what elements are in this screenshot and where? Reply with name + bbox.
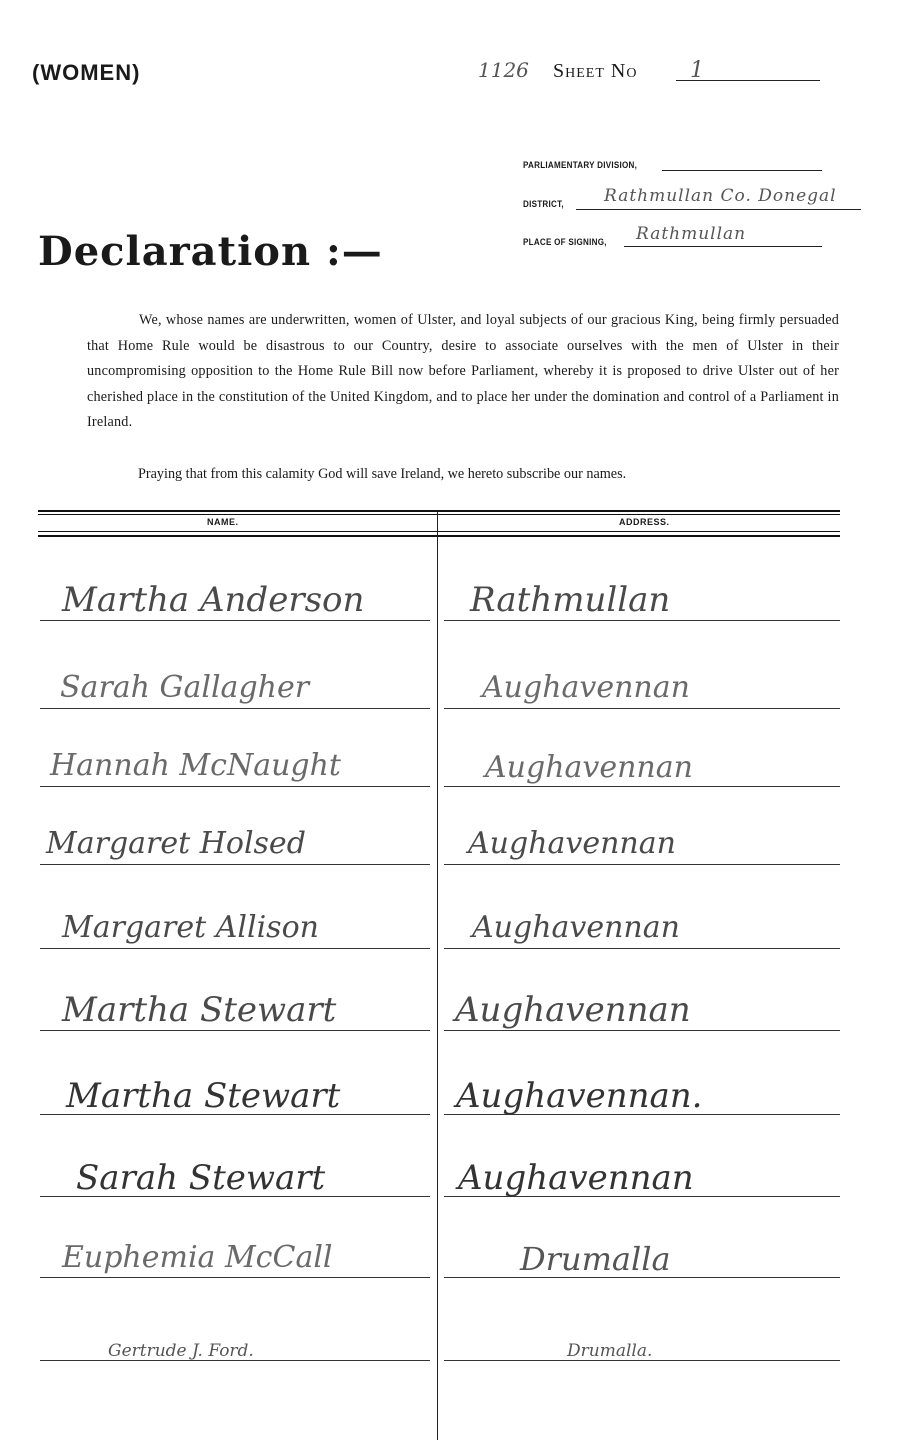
signatory-name: Martha Stewart (62, 990, 337, 1030)
signatory-name: Sarah Stewart (76, 1158, 326, 1198)
sheet-number-value: 1 (690, 58, 704, 83)
name-line (40, 1277, 430, 1278)
signatory-address: Aughavennan. (456, 1076, 703, 1116)
name-line (40, 620, 430, 621)
women-label: (WOMEN) (32, 60, 141, 85)
signatory-address: Aughavennan (485, 750, 693, 785)
signatory-address: Drumalla. (567, 1341, 653, 1361)
name-line (40, 1030, 430, 1031)
signatory-name: Margaret Holsed (46, 826, 306, 861)
signatory-name: Euphemia McCall (62, 1240, 333, 1275)
signatory-address: Drumalla (520, 1240, 671, 1278)
signatory-address: Rathmullan (470, 580, 671, 620)
signatory-address: Aughavennan (455, 990, 691, 1030)
signatory-name: Martha Anderson (62, 580, 365, 620)
address-line (444, 620, 840, 621)
sheet-number-label: Sheet No (553, 60, 638, 82)
signatory-name: Martha Stewart (66, 1076, 341, 1116)
address-line (444, 1277, 840, 1278)
district-value: Rathmullan Co. Donegal (604, 186, 837, 206)
address-line (444, 1114, 840, 1115)
place-of-signing-label: PLACE OF SIGNING, (523, 237, 607, 248)
place-of-signing-value: Rathmullan (636, 224, 747, 244)
name-line (40, 1360, 430, 1361)
table-top-rule (38, 510, 840, 512)
address-line (444, 708, 840, 709)
sheet-reference-number: 1126 (478, 58, 529, 82)
parliamentary-division-line (662, 170, 822, 171)
signatory-name: Sarah Gallagher (60, 670, 310, 705)
district-line (576, 209, 861, 210)
table-top-rule-thin (38, 514, 840, 515)
district-label: DISTRICT, (523, 199, 564, 210)
signatory-address: Aughavennan (468, 826, 676, 861)
signatory-address: Aughavennan (458, 1158, 694, 1198)
name-line (40, 948, 430, 949)
header-bottom-rule (38, 531, 840, 532)
signatory-name: Hannah McNaught (50, 748, 341, 783)
address-line (444, 786, 840, 787)
signatory-name: Gertrude J. Ford. (108, 1341, 254, 1361)
declaration-title: Declaration :— (38, 228, 383, 275)
header-bottom-rule-thick (38, 535, 840, 537)
address-line (444, 1030, 840, 1031)
name-line (40, 786, 430, 787)
name-line (40, 864, 430, 865)
signatory-name: Margaret Allison (62, 910, 319, 945)
address-line (444, 864, 840, 865)
address-column-header: ADDRESS. (619, 517, 670, 527)
signatory-address: Aughavennan (482, 670, 690, 705)
address-line (444, 1360, 840, 1361)
declaration-text: We, whose names are underwritten, women of Ulster, and loyal subjects of our gracious King, being firmly persuaded that Home Rule would be disastrous to our Country, desire to associate ourselves with the men of Ulster in their uncompromising opposition to the Home Rule Bill now before Parliament, whereby it is proposed to drive Ulster out of her cherished place in the constitution of the United Kingdom, and to place her under the domination and control of a Parliament in Ireland. (87, 312, 839, 430)
place-of-signing-line (624, 246, 822, 247)
name-line (40, 1114, 430, 1115)
column-divider (437, 512, 438, 1440)
address-line (444, 1196, 840, 1197)
praying-text: Praying that from this calamity God will save Ireland, we hereto subscribe our names. (138, 466, 627, 482)
name-line (40, 1196, 430, 1197)
address-line (444, 948, 840, 949)
parliamentary-division-label: PARLIAMENTARY DIVISION, (523, 160, 638, 171)
name-column-header: NAME. (207, 517, 239, 527)
signatory-address: Aughavennan (472, 910, 680, 945)
name-line (40, 708, 430, 709)
